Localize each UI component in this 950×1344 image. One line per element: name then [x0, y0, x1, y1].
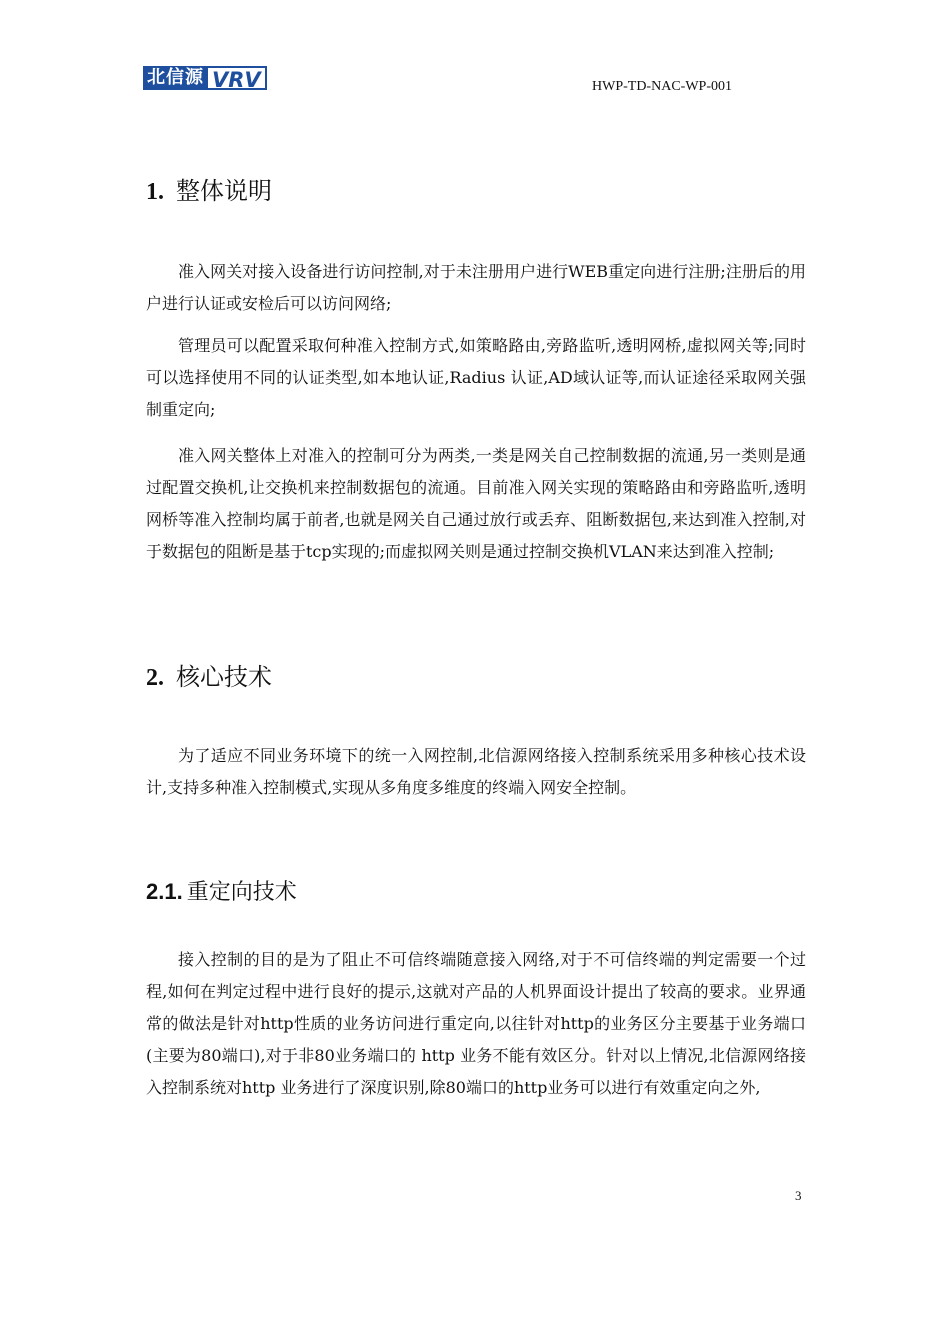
- section-1-title: 整体说明: [176, 177, 272, 205]
- section-2-title: 核心技术: [176, 663, 272, 691]
- section-2-1-title: 重定向技术: [186, 880, 297, 905]
- section-2-paragraph: 为了适应不同业务环境下的统一入网控制,北信源网络接入控制系统采用多种核心技术设计,支持多种准入控制模式,实现从多角度多维度的终端入网安全控制。: [146, 746, 806, 797]
- section-2-heading: [146, 662, 272, 693]
- section-2-1-heading: [146, 878, 297, 907]
- section-1-heading: [146, 176, 272, 207]
- section-1-paragraph-2: 管理员可以配置采取何种准入控制方式,如策略路由,旁路监听,透明网桥,虚拟网关等;同时可以选择使用不同的认证类型,如本地认证,Radius 认证,AD域认证等,而认证途径采取网关强制重定向;: [146, 336, 806, 419]
- section-1-paragraph-1: 准入网关对接入设备进行访问控制,对于未注册用户进行WEB重定向进行注册;注册后的用户进行认证或安检后可以访问网络;: [146, 262, 806, 313]
- section-2-number: 2.: [146, 665, 164, 691]
- company-logo: [143, 66, 267, 90]
- section-1-paragraph-3: 准入网关整体上对准入的控制可分为两类,一类是网关自己控制数据的流通,另一类则是通过配置交换机,让交换机来控制数据包的流通。目前准入网关实现的策略路由和旁路监听,透明网桥等准入控制均属于前者,也就是网关自己通过放行或丢弃、阻断数据包,来达到准入控制,对于数据包的阻断是基于tcp实现的;而虚拟网关则是通过控制交换机VLAN来达到准入控制;: [146, 446, 806, 561]
- logo-english-text: VRV: [208, 66, 267, 90]
- section-2-1-paragraph: 接入控制的目的是为了阻止不可信终端随意接入网络,对于不可信终端的判定需要一个过程,如何在判定过程中进行良好的提示,这就对产品的人机界面设计提出了较高的要求。业界通常的做法是针对http性质的业务访问进行重定向,以往针对http的业务区分主要基于业务端口(主要为80端口),对于非80业务端口的 http 业务不能有效区分。针对以上情况,北信源网络接入控制系统对http 业务进行了深度识别,除80端口的http业务可以进行有效重定向之外,: [146, 950, 806, 1097]
- page-number: 3: [795, 1188, 802, 1203]
- section-1-number: 1.: [146, 179, 164, 205]
- document-id: HWP-TD-NAC-WP-001: [592, 79, 732, 94]
- section-2-1-number: 2.1.: [146, 879, 183, 904]
- logo-chinese-text: 北信源: [143, 66, 208, 90]
